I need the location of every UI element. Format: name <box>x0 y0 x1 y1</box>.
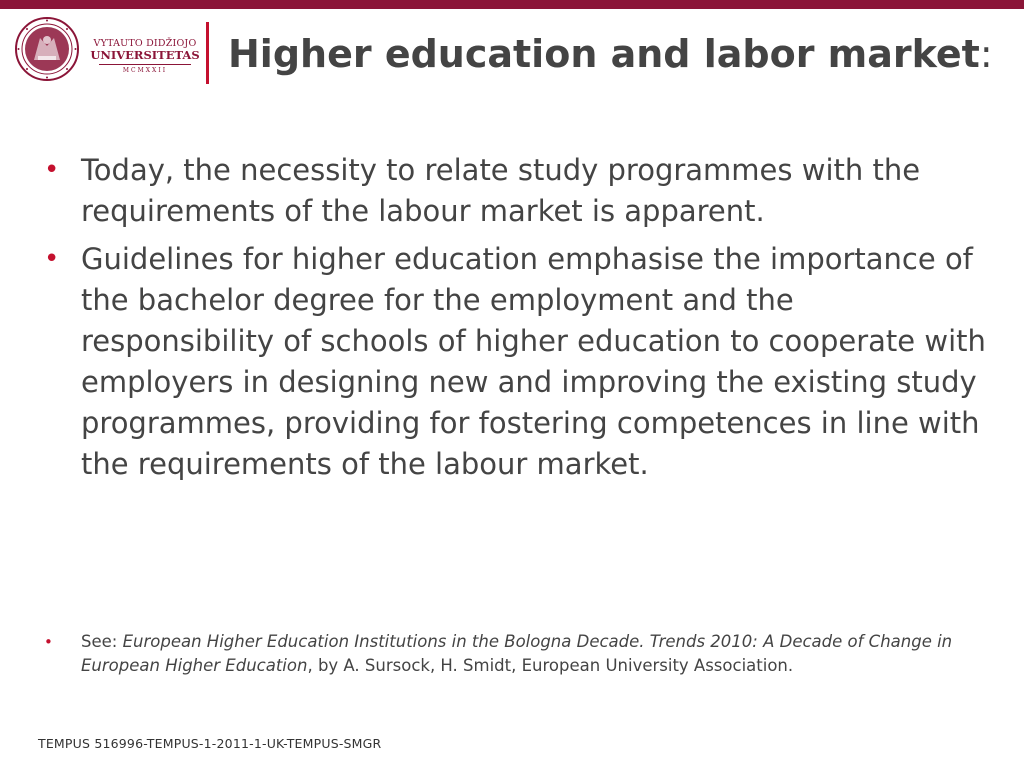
university-seal-icon <box>14 16 80 82</box>
slide-title-colon: : <box>979 32 993 76</box>
reference-suffix: , by A. Sursock, H. Smidt, European University Association. <box>307 656 794 675</box>
logo-line-3: MCMXXII <box>122 67 168 74</box>
footer-project-code: TEMPUS 516996-TEMPUS-1-2011-1-UK-TEMPUS-SMGR <box>38 736 382 751</box>
bullet-list <box>42 150 992 492</box>
bullet-item <box>42 150 992 232</box>
reference-title: European Higher Education Institutions in the Bologna Decade. Trends 2010: A Decade of Change in European Higher Education <box>81 632 953 675</box>
university-logo <box>14 16 200 84</box>
university-wordmark <box>90 38 200 75</box>
logo-rule <box>99 64 191 65</box>
slide-title <box>228 30 1008 78</box>
top-accent-bar <box>0 0 1024 9</box>
slide-title-text: Higher education and labor market <box>228 32 980 76</box>
bullet-text: Guidelines for higher education emphasise the importance of the bachelor degree for the employment and the responsibility of schools of higher education to cooperate with employers in designing new and improving the existing study programmes, providing for fostering competences in line with the requirements of the labour market. <box>81 242 986 481</box>
bullet-dot-icon: • <box>44 155 60 185</box>
logo-line-2: UNIVERSITETAS <box>90 48 200 62</box>
bullet-text: Today, the necessity to relate study programmes with the requirements of the labour market is apparent. <box>81 153 921 228</box>
bullet-dot-icon: • <box>44 633 53 651</box>
logo-line-1: VYTAUTO DIDŽIOJO <box>93 38 197 49</box>
bullet-item <box>42 239 992 485</box>
header-divider <box>206 22 209 84</box>
reference-prefix: See: <box>81 632 123 651</box>
reference-note <box>42 630 1001 678</box>
bullet-dot-icon: • <box>44 244 60 274</box>
